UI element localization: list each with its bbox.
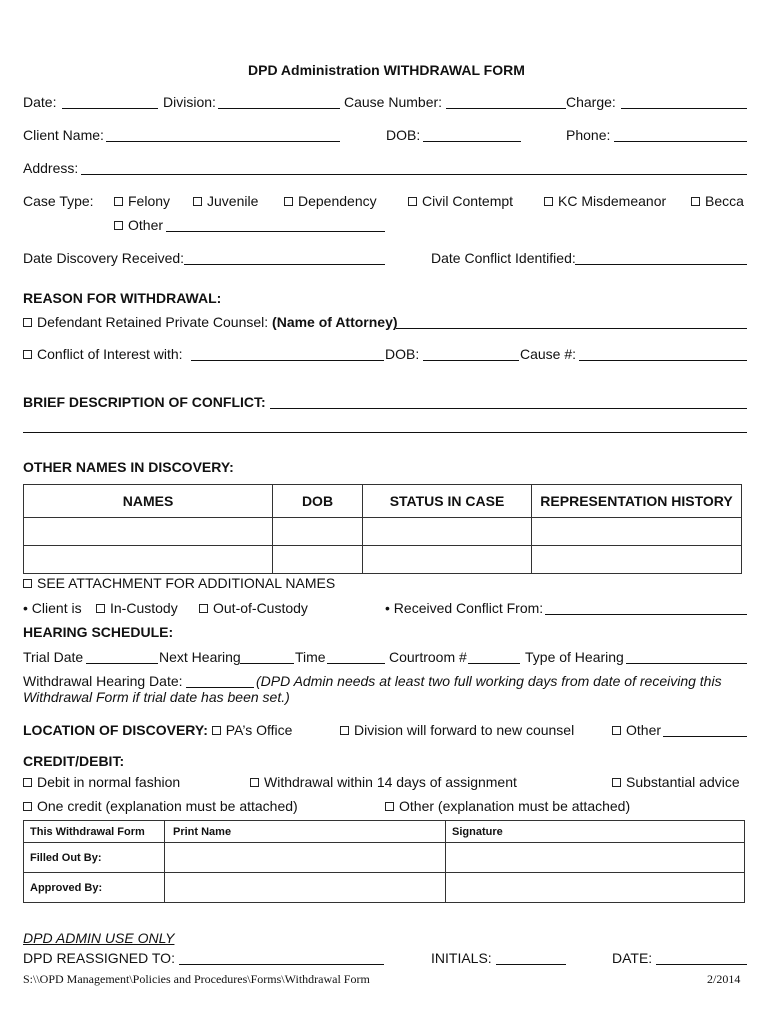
dob-field[interactable]: [423, 141, 521, 142]
case-type-kc-misdemeanor[interactable]: KC Misdemeanor: [544, 193, 666, 209]
type-of-hearing-field[interactable]: [626, 663, 747, 664]
time-field[interactable]: [327, 663, 385, 664]
approved-by-label: Approved By:: [24, 873, 165, 903]
debit-normal-option[interactable]: Debit in normal fashion: [23, 774, 180, 790]
client-name-field[interactable]: [106, 141, 340, 142]
checkbox-icon: [385, 802, 394, 811]
pa-office-option[interactable]: PA’s Office: [212, 722, 293, 738]
charge-field[interactable]: [621, 108, 747, 109]
form-title: DPD Administration WITHDRAWAL FORM: [248, 62, 525, 78]
hearing-note-line-2: Withdrawal Form if trial date has been set.): [23, 689, 290, 705]
case-type-other-field[interactable]: [166, 231, 385, 232]
courtroom-field[interactable]: [468, 663, 520, 664]
brief-description-field-2[interactable]: [23, 432, 747, 433]
dob-label: DOB:: [386, 127, 421, 143]
case-type-dependency[interactable]: Dependency: [284, 193, 377, 209]
checkbox-icon: [114, 221, 123, 230]
address-label: Address:: [23, 160, 79, 176]
conflict-cause-label: Cause #:: [520, 346, 577, 362]
table-cell[interactable]: [532, 546, 742, 574]
date-conflict-identified-label: Date Conflict Identified:: [431, 250, 576, 266]
cause-number-label: Cause Number:: [344, 94, 443, 110]
conflict-dob-field[interactable]: [423, 360, 519, 361]
table-cell[interactable]: [273, 518, 363, 546]
phone-label: Phone:: [566, 127, 611, 143]
retained-counsel-option[interactable]: Defendant Retained Private Counsel: (Name of Attorney): [23, 314, 398, 330]
reassigned-label: DPD REASSIGNED TO:: [23, 950, 175, 966]
admin-date-label: DATE:: [612, 950, 653, 966]
reason-heading: REASON FOR WITHDRAWAL:: [23, 290, 222, 306]
conflict-dob-label: DOB:: [385, 346, 420, 362]
courtroom-label: Courtroom #: [389, 649, 467, 665]
table-cell[interactable]: [532, 518, 742, 546]
checkbox-icon: [23, 579, 32, 588]
table-cell[interactable]: [273, 546, 363, 574]
col-header-status: STATUS IN CASE: [363, 485, 532, 518]
checkbox-icon: [691, 197, 700, 206]
initials-field[interactable]: [496, 964, 566, 965]
table-cell[interactable]: [24, 546, 273, 574]
credit-other-option[interactable]: Other (explanation must be attached): [385, 798, 630, 814]
type-of-hearing-label: Type of Hearing: [525, 649, 624, 665]
checkbox-icon: [612, 726, 621, 735]
date-label: Date:: [23, 94, 57, 110]
date-discovery-received-field[interactable]: [184, 264, 385, 265]
in-custody-option[interactable]: In-Custody: [96, 600, 178, 616]
phone-field[interactable]: [614, 141, 747, 142]
checkbox-icon: [212, 726, 221, 735]
trial-date-field[interactable]: [86, 663, 158, 664]
withdrawal-hearing-date-label: Withdrawal Hearing Date:: [23, 673, 183, 689]
checkbox-icon: [544, 197, 553, 206]
checkbox-icon: [340, 726, 349, 735]
charge-label: Charge:: [566, 94, 616, 110]
client-is-label: • Client is: [23, 600, 82, 616]
conflict-of-interest-option[interactable]: Conflict of Interest with:: [23, 346, 183, 362]
one-credit-option[interactable]: One credit (explanation must be attached): [23, 798, 298, 814]
case-type-becca[interactable]: Becca: [691, 193, 744, 209]
checkbox-icon: [612, 778, 621, 787]
other-names-table: [23, 484, 742, 574]
location-other-field[interactable]: [663, 736, 747, 737]
checkbox-icon: [284, 197, 293, 206]
received-conflict-from-label: • Received Conflict From:: [385, 600, 544, 616]
signature-table: [23, 820, 745, 903]
checkbox-icon: [114, 197, 123, 206]
received-conflict-from-field[interactable]: [545, 614, 747, 615]
col-header-representation: REPRESENTATION HISTORY: [532, 485, 742, 518]
checkbox-icon: [408, 197, 417, 206]
checkbox-icon: [23, 778, 32, 787]
date-field[interactable]: [62, 108, 158, 109]
trial-date-label: Trial Date: [23, 649, 84, 665]
case-type-civil-contempt[interactable]: Civil Contempt: [408, 193, 513, 209]
case-type-felony[interactable]: Felony: [114, 193, 170, 209]
location-row: [23, 722, 292, 738]
credit-debit-heading: CREDIT/DEBIT:: [23, 753, 125, 769]
location-heading: LOCATION OF DISCOVERY:: [23, 722, 208, 738]
attorney-name-field[interactable]: [396, 328, 747, 329]
date-discovery-received-label: Date Discovery Received:: [23, 250, 185, 266]
footer-file-path: S:\\OPD Management\Policies and Procedures\Forms\Withdrawal Form: [23, 972, 370, 986]
division-forward-option[interactable]: Division will forward to new counsel: [340, 722, 574, 738]
out-of-custody-option[interactable]: Out-of-Custody: [199, 600, 308, 616]
col-header-dob: DOB: [273, 485, 363, 518]
time-label: Time: [295, 649, 326, 665]
admin-use-heading: DPD ADMIN USE ONLY: [23, 930, 175, 946]
location-other-option[interactable]: Other: [612, 722, 661, 738]
case-type-label: Case Type:: [23, 193, 94, 209]
hearing-schedule-heading: HEARING SCHEDULE:: [23, 624, 174, 640]
brief-description-field-1[interactable]: [270, 408, 747, 409]
see-attachment-option[interactable]: SEE ATTACHMENT FOR ADDITIONAL NAMES: [23, 575, 335, 591]
filled-out-signature-cell[interactable]: [446, 843, 745, 873]
next-hearing-label: Next Hearing: [159, 649, 241, 665]
conflict-cause-field[interactable]: [579, 360, 747, 361]
case-type-other[interactable]: Other: [114, 217, 163, 233]
hearing-note-line-1: (DPD Admin needs at least two full working days from date of receiving this: [256, 673, 722, 689]
checkbox-icon: [23, 318, 32, 327]
admin-date-field[interactable]: [656, 964, 747, 965]
footer-version: 2/2014: [707, 972, 741, 986]
table-row: [24, 873, 745, 903]
table-row: [24, 546, 742, 574]
approved-signature-cell[interactable]: [446, 873, 745, 903]
checkbox-icon: [250, 778, 259, 787]
brief-description-heading: BRIEF DESCRIPTION OF CONFLICT:: [23, 394, 266, 410]
col-header-names: NAMES: [24, 485, 273, 518]
checkbox-icon: [23, 350, 32, 359]
conflict-with-field[interactable]: [191, 360, 384, 361]
checkbox-icon: [199, 604, 208, 613]
initials-label: INITIALS:: [431, 950, 492, 966]
reassigned-field[interactable]: [179, 964, 384, 965]
date-conflict-identified-field[interactable]: [575, 264, 747, 265]
substantial-advice-option[interactable]: Substantial advice: [612, 774, 740, 790]
address-field[interactable]: [81, 174, 747, 175]
table-cell[interactable]: [24, 518, 273, 546]
client-name-label: Client Name:: [23, 127, 104, 143]
approved-print-name-cell[interactable]: [165, 873, 446, 903]
checkbox-icon: [96, 604, 105, 613]
sig-header-form: This Withdrawal Form: [24, 821, 165, 843]
next-hearing-field[interactable]: [240, 663, 294, 664]
cause-number-field[interactable]: [446, 108, 566, 109]
filled-out-by-label: Filled Out By:: [24, 843, 165, 873]
table-row: [24, 518, 742, 546]
withdrawal-14-days-option[interactable]: Withdrawal within 14 days of assignment: [250, 774, 517, 790]
division-field[interactable]: [218, 108, 340, 109]
table-cell[interactable]: [363, 518, 532, 546]
withdrawal-hearing-date-field[interactable]: [186, 687, 254, 688]
table-cell[interactable]: [363, 546, 532, 574]
sig-header-signature: Signature: [446, 821, 745, 843]
other-names-heading: OTHER NAMES IN DISCOVERY:: [23, 459, 234, 475]
case-type-juvenile[interactable]: Juvenile: [193, 193, 258, 209]
sig-header-print-name: Print Name: [165, 821, 446, 843]
filled-out-print-name-cell[interactable]: [165, 843, 446, 873]
division-label: Division:: [163, 94, 216, 110]
checkbox-icon: [23, 802, 32, 811]
checkbox-icon: [193, 197, 202, 206]
table-row: [24, 843, 745, 873]
